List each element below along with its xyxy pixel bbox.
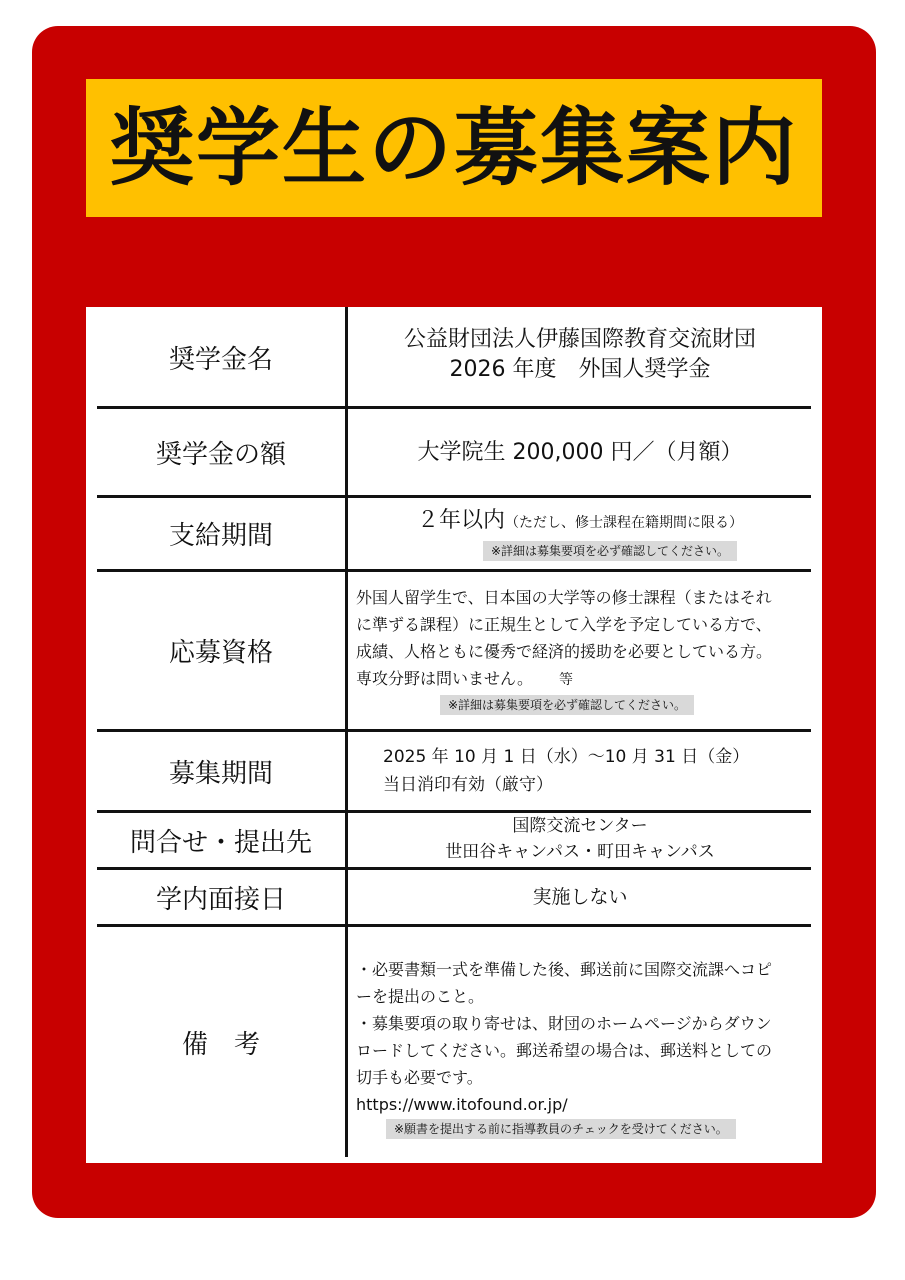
foundation-url[interactable]: https://www.itofound.or.jp/ — [356, 1095, 568, 1114]
contact-office: 国際交流センター — [512, 816, 648, 836]
column-divider — [345, 307, 348, 1157]
eligibility-note: ※詳細は募集要項を必ず確認してください。 — [440, 695, 694, 715]
scholarship-name-value — [350, 325, 810, 385]
remarks-line: ロードしてください。郵送希望の場合は、郵送料としての — [356, 1041, 773, 1060]
scholarship-foundation: 公益財団法人伊藤国際教育交流財団 — [403, 327, 756, 352]
remarks-line: 切手も必要です。 — [356, 1068, 483, 1087]
remarks-line: ーを提出のこと。 — [356, 987, 485, 1006]
recruitment-dates: 2025 年 10 月 1 日（水）～10 月 31 日（金） — [383, 747, 750, 767]
interview-value: 実施しない — [532, 886, 628, 908]
scholarship-year: 2026 年度 外国人奨学金 — [449, 357, 711, 382]
payment-period-main: ２年以内 — [416, 508, 505, 533]
remarks-line: ・募集要項の取り寄せは、財団のホームページからダウン — [356, 1014, 772, 1033]
eligibility-line: 専攻分野は問いません。 — [356, 669, 533, 688]
remarks-line: ・必要書類一式を準備した後、郵送前に国際交流課へコピ — [356, 960, 773, 979]
remarks-value — [356, 956, 808, 1139]
label-payment-period: 支給期間 — [168, 521, 273, 551]
label-remarks: 備 考 — [181, 1029, 260, 1060]
payment-period-condition: （ただし、修士課程在籍期間に限る） — [505, 515, 743, 531]
eligibility-etc: 等 — [558, 672, 573, 688]
recruitment-period-value — [383, 743, 808, 799]
page-title: 奨学生の募集案内 — [109, 99, 798, 197]
eligibility-line: に準ずる課程）に正規生として入学を予定している方で、 — [356, 615, 772, 634]
eligibility-line: 成績、人格ともに優秀で経済的援助を必要としている方。 — [356, 642, 773, 661]
contact-value — [350, 813, 810, 865]
title-banner — [86, 79, 822, 217]
payment-period-value — [350, 506, 810, 561]
eligibility-value — [356, 584, 808, 715]
payment-period-note: ※詳細は募集要項を必ず確認してください。 — [483, 541, 737, 561]
recruitment-postmark: 当日消印有効（厳守） — [383, 775, 553, 795]
contact-campus: 世田谷キャンパス・町田キャンパス — [445, 842, 715, 862]
label-contact: 問合せ・提出先 — [129, 827, 312, 858]
eligibility-line: 外国人留学生で、日本国の大学等の修士課程（またはそれ — [356, 588, 772, 607]
label-interview-date: 学内面接日 — [155, 884, 286, 915]
label-eligibility: 応募資格 — [168, 638, 273, 668]
label-scholarship-name: 奨学金名 — [168, 345, 273, 375]
remarks-note: ※願書を提出する前に指導教員のチェックを受けてください。 — [386, 1119, 736, 1139]
amount-value: 大学院生 200,000 円／（月額） — [417, 440, 743, 465]
label-recruitment-period: 募集期間 — [168, 758, 273, 789]
label-amount: 奨学金の額 — [155, 439, 286, 470]
